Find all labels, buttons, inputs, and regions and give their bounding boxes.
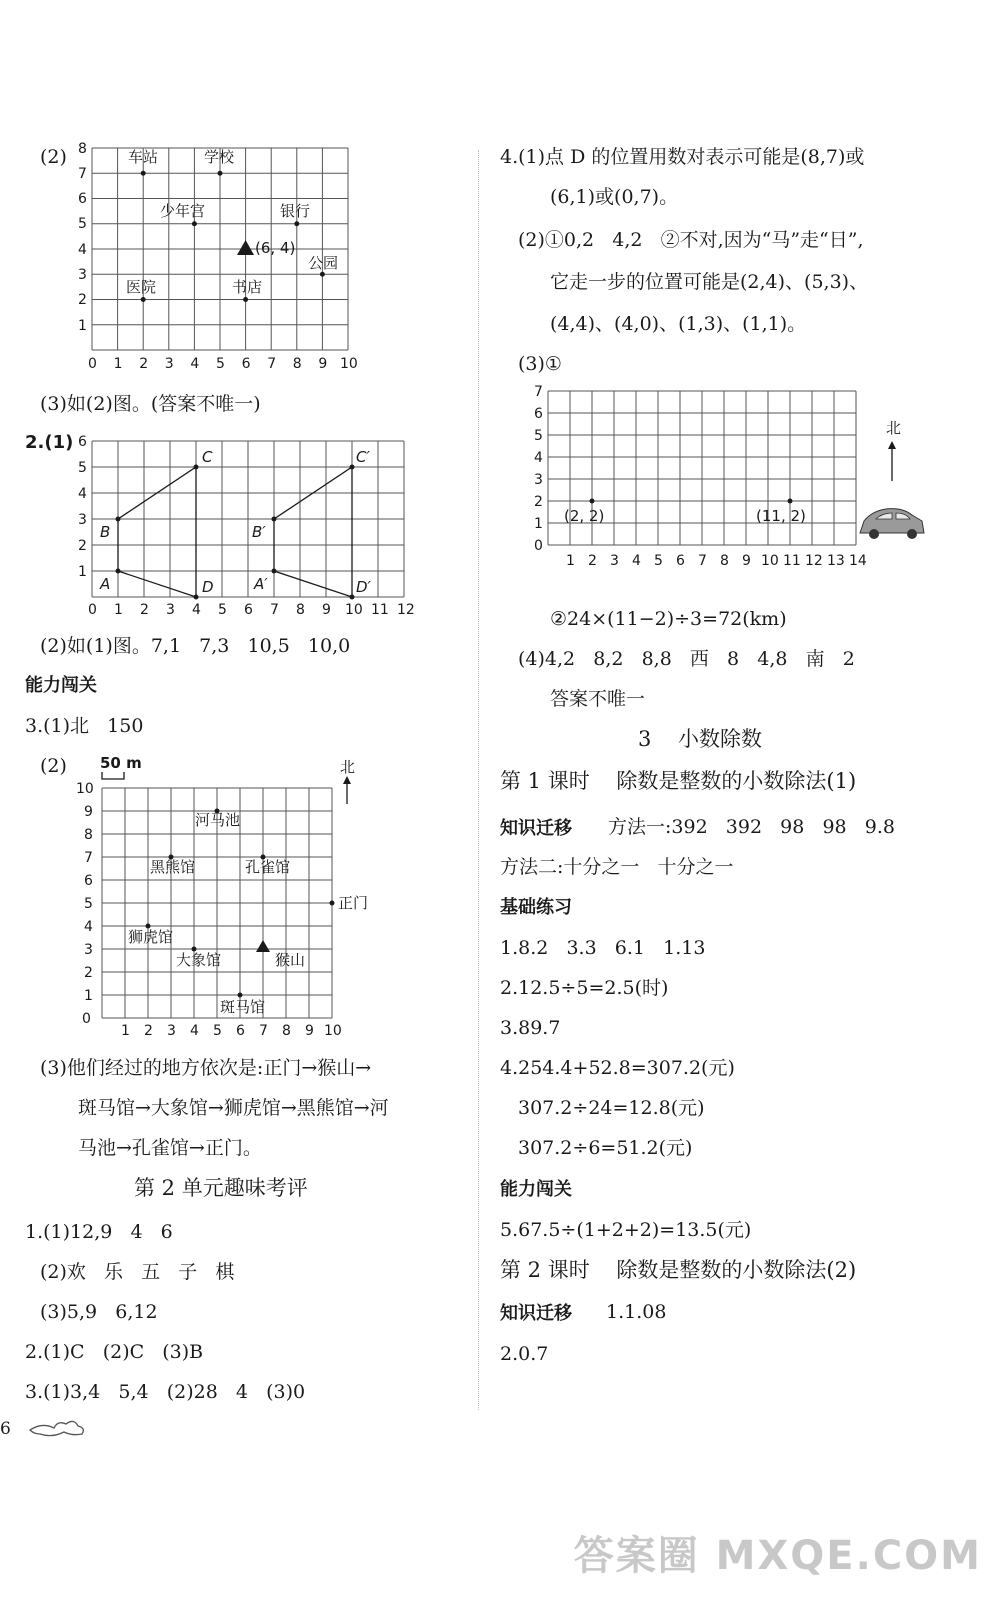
knowledge-transfer-label: 知识迁移 bbox=[500, 1303, 572, 1324]
x-tick: 2 bbox=[140, 602, 149, 618]
point-label: (2, 2) bbox=[564, 507, 605, 525]
zoo-place-label: 斑马馆 bbox=[220, 998, 266, 1016]
basic-q4-line3: 307.2÷6=51.2(元) bbox=[518, 1137, 693, 1159]
x-tick: 8 bbox=[296, 602, 305, 618]
q2-coordinate-graph bbox=[60, 432, 430, 622]
x-tick: 3 bbox=[610, 553, 619, 569]
point-label: B′ bbox=[252, 523, 266, 541]
y-tick: 4 bbox=[534, 450, 543, 466]
point-label: D′ bbox=[356, 578, 371, 596]
basic-q4-line2: 307.2÷24=12.8(元) bbox=[518, 1097, 705, 1119]
unit-q1-2: (2)欢 乐 五 子 棋 bbox=[40, 1261, 235, 1283]
y-tick: 2 bbox=[84, 965, 93, 981]
lesson-1-title: 第 1 课时 除数是整数的小数除法(1) bbox=[500, 769, 857, 793]
point-label: D bbox=[202, 578, 214, 596]
y-tick: 5 bbox=[78, 216, 87, 232]
x-tick: 5 bbox=[218, 602, 227, 618]
y-tick: 1 bbox=[78, 564, 87, 580]
y-tick: 3 bbox=[84, 942, 93, 958]
place-label: 公园 bbox=[308, 254, 339, 272]
x-tick: 3 bbox=[167, 1023, 176, 1039]
y-tick: 6 bbox=[534, 406, 543, 422]
zoo-place-label: 河马池 bbox=[195, 811, 241, 829]
x-tick: 11 bbox=[371, 602, 389, 618]
y-tick: 2 bbox=[78, 538, 87, 554]
unit-q3: 3.(1)3,4 5,4 (2)28 4 (3)0 bbox=[25, 1381, 306, 1403]
unit-q1-1: 1.(1)12,9 4 6 bbox=[25, 1221, 173, 1243]
unit-title: 第 2 单元趣味考评 bbox=[134, 1176, 308, 1200]
x-tick: 2 bbox=[144, 1023, 153, 1039]
y-tick: 10 bbox=[76, 781, 94, 797]
q2-2-answer: (2)如(1)图。7,1 7,3 10,5 10,0 bbox=[40, 635, 351, 657]
q1-3-answer: (3)如(2)图。(答案不唯一) bbox=[40, 393, 261, 415]
watermark: 答案圈 MXQE.COM bbox=[573, 1533, 982, 1579]
triangle-marker bbox=[237, 240, 254, 255]
zoo-place-label: 孔雀馆 bbox=[245, 858, 291, 876]
x-tick: 1 bbox=[566, 553, 575, 569]
page-number: 6 bbox=[0, 1419, 11, 1439]
x-tick: 7 bbox=[698, 553, 707, 569]
north-label: 北 bbox=[340, 758, 356, 776]
x-tick: 7 bbox=[270, 602, 279, 618]
y-tick: 5 bbox=[78, 460, 87, 476]
section-ability: 能力闯关 bbox=[25, 675, 97, 696]
x-tick: 2 bbox=[139, 356, 149, 372]
x-tick: 10 bbox=[761, 553, 779, 569]
point-label: A′ bbox=[254, 575, 268, 593]
place-label: 医院 bbox=[126, 278, 157, 296]
x-tick: 12 bbox=[397, 602, 415, 618]
q4-3-calc: ②24×(11−2)÷3=72(km) bbox=[550, 608, 787, 630]
north-arrow-icon bbox=[343, 776, 351, 804]
place-label: 书店 bbox=[232, 278, 263, 296]
x-tick: 1 bbox=[114, 602, 123, 618]
x-tick: 2 bbox=[588, 553, 597, 569]
q3-2-label: (2) bbox=[40, 755, 67, 777]
method-two: 方法二:十分之一 十分之一 bbox=[500, 856, 734, 878]
y-tick: 5 bbox=[534, 428, 543, 444]
x-tick: 13 bbox=[827, 553, 845, 569]
x-tick: 10 bbox=[340, 356, 358, 372]
lesson-2-title: 第 2 课时 除数是整数的小数除法(2) bbox=[500, 1258, 857, 1282]
point-label: (11, 2) bbox=[756, 507, 806, 525]
y-tick: 3 bbox=[78, 512, 87, 528]
x-tick: 4 bbox=[632, 553, 641, 569]
place-label: 学校 bbox=[204, 148, 235, 166]
cloud-ornament-icon bbox=[28, 1416, 88, 1438]
x-tick: 9 bbox=[318, 356, 328, 372]
knowledge-transfer-label: 知识迁移 bbox=[500, 818, 572, 839]
y-tick: 8 bbox=[78, 141, 87, 157]
y-tick: 5 bbox=[84, 896, 93, 912]
q4-1-line2: (6,1)或(0,7)。 bbox=[550, 186, 679, 208]
y-tick: 7 bbox=[84, 850, 93, 866]
car-icon bbox=[860, 509, 924, 539]
place-label: 银行 bbox=[280, 202, 311, 220]
place-label: 少年宫 bbox=[160, 202, 206, 220]
q4-4-note: 答案不唯一 bbox=[550, 688, 646, 710]
y-tick: 0 bbox=[534, 538, 543, 554]
point-label: A bbox=[100, 575, 111, 593]
q4-3-label: (3)① bbox=[518, 353, 562, 375]
north-label: 北 bbox=[886, 419, 902, 437]
x-tick: 5 bbox=[654, 553, 663, 569]
x-tick: 4 bbox=[190, 356, 200, 372]
y-tick: 1 bbox=[78, 318, 87, 334]
x-tick: 6 bbox=[676, 553, 685, 569]
zoo-place-label: 猴山 bbox=[275, 951, 306, 969]
x-tick: 5 bbox=[216, 356, 225, 372]
place-label: 车站 bbox=[128, 148, 159, 166]
y-tick: 8 bbox=[84, 827, 93, 843]
x-tick: 10 bbox=[324, 1023, 342, 1039]
point-label: B bbox=[100, 523, 111, 541]
x-tick: 3 bbox=[166, 602, 175, 618]
q4-car-graph bbox=[520, 383, 940, 573]
q1-coordinate-map bbox=[60, 140, 370, 380]
basic-practice-label: 基础练习 bbox=[500, 897, 572, 918]
section-ability: 能力闯关 bbox=[500, 1179, 572, 1200]
triangle-label: (6, 4) bbox=[255, 239, 296, 257]
point-label: C bbox=[202, 448, 213, 466]
lesson2-q2: 2.0.7 bbox=[500, 1343, 549, 1365]
q2-1-label: 2.(1) bbox=[25, 432, 74, 453]
y-tick: 4 bbox=[78, 486, 87, 502]
lesson2-q1: 1.1.08 bbox=[606, 1301, 667, 1323]
y-tick: 6 bbox=[78, 191, 87, 207]
x-tick: 1 bbox=[121, 1023, 130, 1039]
y-tick: 2 bbox=[534, 494, 543, 510]
x-tick: 10 bbox=[345, 602, 363, 618]
y-tick: 2 bbox=[78, 292, 87, 308]
zoo-place-label: 正门 bbox=[338, 894, 369, 912]
x-tick: 5 bbox=[213, 1023, 222, 1039]
q3-3-line2: 斑马馆→大象馆→狮虎馆→黑熊馆→河 bbox=[78, 1097, 389, 1119]
x-tick: 6 bbox=[244, 602, 253, 618]
ability-q5: 5.67.5÷(1+2+2)=13.5(元) bbox=[500, 1219, 752, 1241]
zoo-place-label: 黑熊馆 bbox=[150, 858, 196, 876]
q3-3-line1: (3)他们经过的地方依次是:正门→猴山→ bbox=[40, 1057, 372, 1079]
y-tick: 3 bbox=[78, 267, 87, 283]
basic-q1: 1.8.2 3.3 6.1 1.13 bbox=[500, 937, 706, 959]
y-tick: 3 bbox=[534, 472, 543, 488]
basic-q3: 3.89.7 bbox=[500, 1017, 561, 1039]
y-tick: 1 bbox=[84, 988, 93, 1004]
x-tick: 6 bbox=[236, 1023, 245, 1039]
y-tick: 7 bbox=[534, 384, 543, 400]
unit-q1-3: (3)5,9 6,12 bbox=[40, 1301, 158, 1323]
q4-2-line2: 它走一步的位置可能是(2,4)、(5,3)、 bbox=[550, 271, 869, 293]
x-tick: 0 bbox=[88, 356, 97, 372]
x-tick: 6 bbox=[241, 356, 251, 372]
basic-q2: 2.12.5÷5=2.5(时) bbox=[500, 977, 669, 999]
x-tick: 8 bbox=[282, 1023, 291, 1039]
scale-bar bbox=[102, 772, 124, 779]
x-tick: 7 bbox=[259, 1023, 268, 1039]
zoo-place-label: 狮虎馆 bbox=[128, 928, 174, 946]
x-tick: 3 bbox=[164, 356, 174, 372]
method-one: 方法一:392 392 98 98 9.8 bbox=[608, 816, 895, 838]
x-tick: 0 bbox=[82, 1011, 91, 1027]
scale-label: 50 m bbox=[100, 754, 142, 772]
q4-1-line1: 4.(1)点 D 的位置用数对表示可能是(8,7)或 bbox=[500, 146, 865, 168]
q3-3-line3: 马池→孔雀馆→正门。 bbox=[78, 1137, 262, 1159]
y-tick: 4 bbox=[84, 919, 93, 935]
x-tick: 8 bbox=[292, 356, 302, 372]
x-tick: 4 bbox=[190, 1023, 199, 1039]
x-tick: 9 bbox=[305, 1023, 314, 1039]
section-3-title: 3 小数除数 bbox=[638, 727, 763, 751]
y-tick: 7 bbox=[78, 166, 87, 182]
unit-q2: 2.(1)C (2)C (3)B bbox=[25, 1341, 204, 1363]
north-arrow-icon bbox=[888, 441, 896, 481]
q3-1-answer: 3.(1)北 150 bbox=[25, 715, 144, 737]
x-tick: 9 bbox=[742, 553, 751, 569]
x-tick: 12 bbox=[805, 553, 823, 569]
q4-2-line3: (4,4)、(4,0)、(1,3)、(1,1)。 bbox=[550, 313, 807, 335]
x-tick: 14 bbox=[849, 553, 867, 569]
basic-q4-line1: 4.254.4+52.8=307.2(元) bbox=[500, 1057, 735, 1079]
q4-2-line1: (2)①0,2 4,2 ②不对,因为“马”走“日”, bbox=[518, 229, 864, 251]
column-divider bbox=[478, 150, 479, 1410]
q4-4-answer: (4)4,2 8,2 8,8 西 8 4,8 南 2 bbox=[518, 648, 855, 670]
point-label: C′ bbox=[356, 448, 370, 466]
x-tick: 0 bbox=[88, 602, 97, 618]
monkey-hill-triangle bbox=[256, 940, 270, 952]
x-tick: 9 bbox=[322, 602, 331, 618]
x-tick: 4 bbox=[192, 602, 201, 618]
x-tick: 8 bbox=[720, 553, 729, 569]
y-tick: 1 bbox=[534, 516, 543, 532]
zoo-place-label: 大象馆 bbox=[176, 951, 222, 969]
x-tick: 1 bbox=[113, 356, 123, 372]
q1-2-label: (2) bbox=[40, 146, 67, 168]
y-tick: 9 bbox=[84, 804, 93, 820]
x-tick: 11 bbox=[783, 553, 801, 569]
q3-zoo-map bbox=[70, 752, 390, 1047]
y-tick: 6 bbox=[84, 873, 93, 889]
y-tick: 6 bbox=[78, 434, 87, 450]
y-tick: 4 bbox=[78, 242, 87, 258]
x-tick: 7 bbox=[267, 356, 277, 372]
